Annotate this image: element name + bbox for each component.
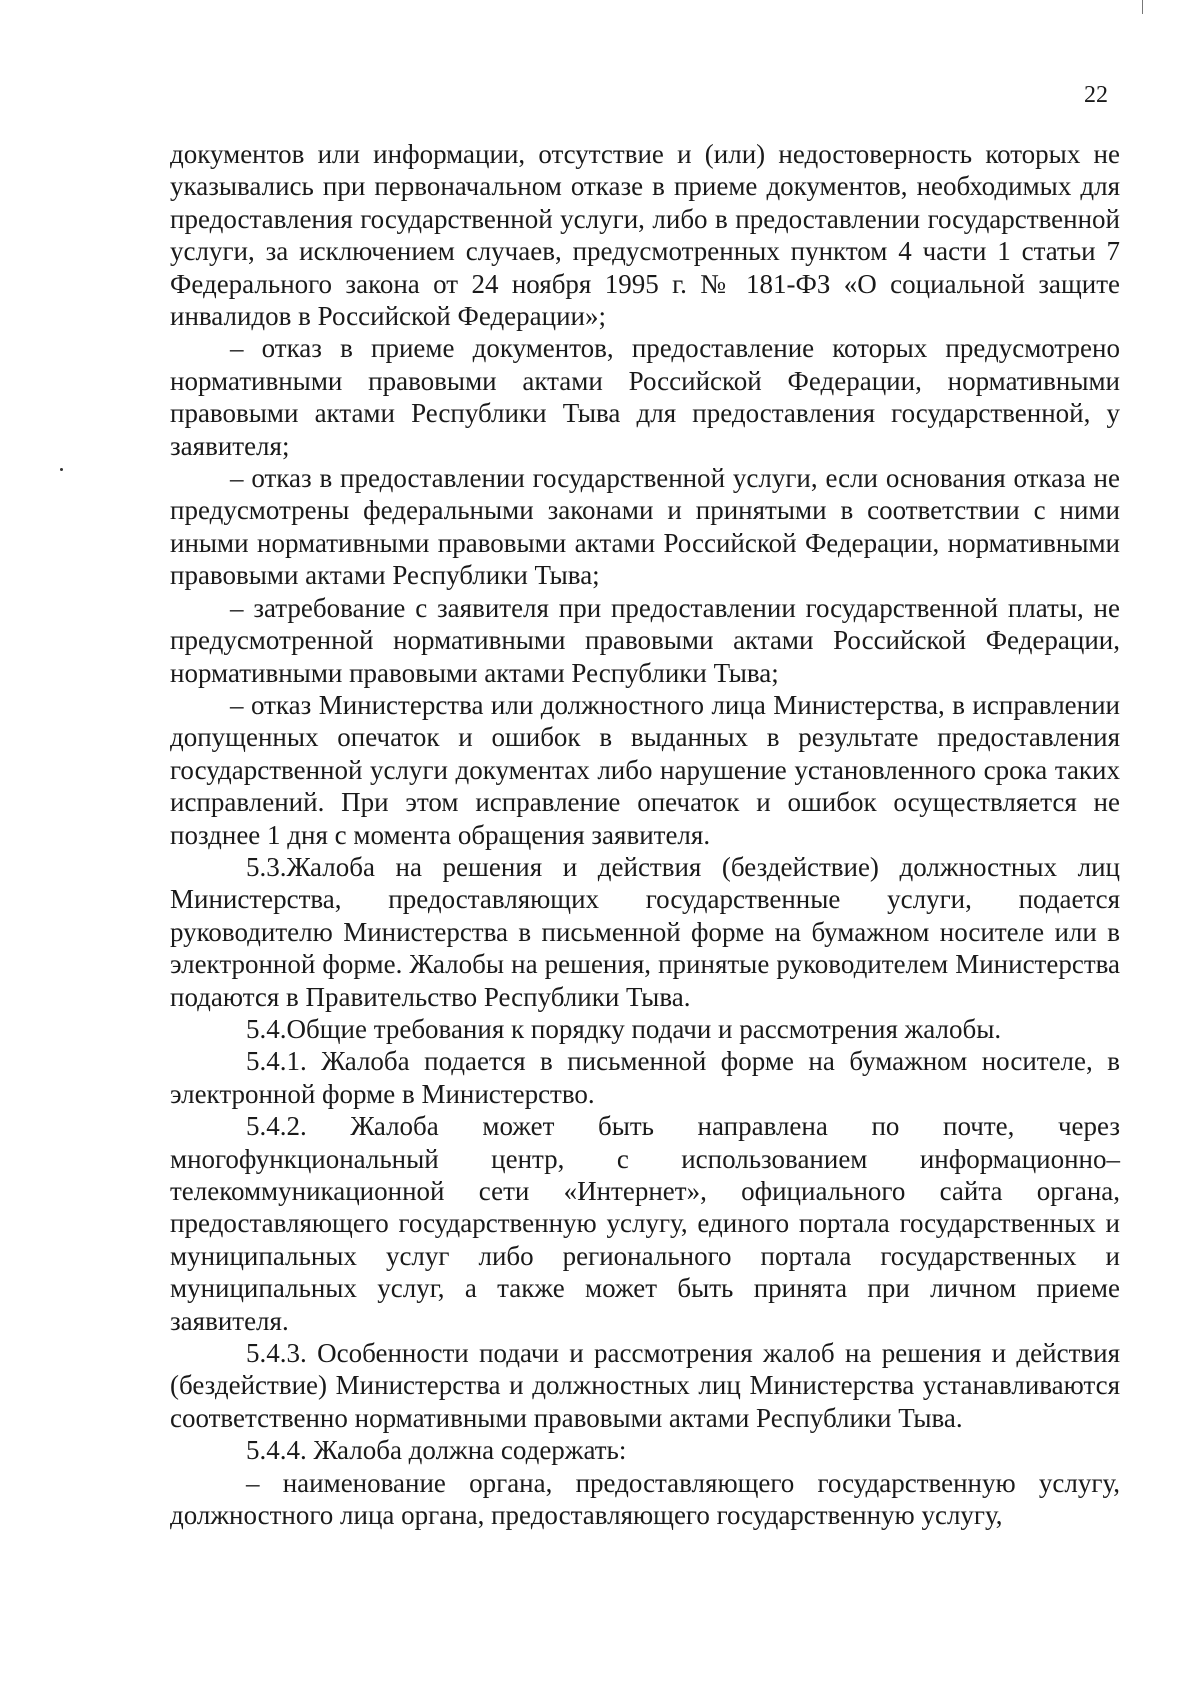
paragraph-5-4: 5.4.Общие требования к порядку подачи и рассмотрения жалобы. <box>246 1013 1002 1044</box>
paragraph-5-4-2: 5.4.2. Жалоба может быть направлена по почте, через многофункциональный центр, с использованием информационно–телекоммуникационной сети «Интернет», официального сайта органа, предоставляющего государственную услугу, единого портала государственных и муниципальных услуг либо регионального портала государственных и муниципальных услуг, а также может быть принята при личном приеме заявителя. <box>170 1111 1120 1336</box>
page-number: 22 <box>1084 82 1108 108</box>
paragraph-fee-demand: – затребование с заявителя при предоставлении государственной платы, не предусмотренной нормативными правовыми актами Российской Федерации, нормативными правовыми актами Республики Тыва; <box>170 592 1120 688</box>
paragraph-continuation: документов или информации, отсутствие и (или) недостоверность которых не указывались при первоначальном отказе в приеме документов, необходимых для предоставления государственной услуги, либо в предоставлении государственной услуги, за исключением случаев, предусмотренных пунктом 4 части 1 статьи 7 Федерального закона от 24 ноября 1995 г. № 181-ФЗ «О социальной защите инвалидов в Российской Федерации»; <box>170 139 1120 332</box>
paragraph-refusal-documents: – отказ в приеме документов, предоставление которых предусмотрено нормативными правовыми актами Российской Федерации, нормативными правовыми актами Республики Тыва для предоставления государственной, у заявителя; <box>170 333 1120 461</box>
paragraph-refusal-service: – отказ в предоставлении государственной услуги, если основания отказа не предусмотрены федеральными законами и принятыми в соответствии с ними иными нормативными правовыми актами Российской Федерации, нормативными правовыми актами Республики Тыва; <box>170 463 1120 591</box>
paragraph-complaint-contents: – наименование органа, предоставляющего государственную услугу, должностного лица органа, предоставляющего государственную услугу, <box>170 1467 1120 1531</box>
scan-edge-mark <box>1142 0 1143 14</box>
document-body <box>170 138 1120 1531</box>
paragraph-5-4-4: 5.4.4. Жалоба должна содержать: <box>246 1435 627 1466</box>
paragraph-correction-refusal: – отказ Министерства или должностного лица Министерства, в исправлении допущенных опечаток и ошибок в выданных в результате предоставления государственной услуги документах либо нарушение установленного срока таких исправлений. При этом исправление опечаток и ошибок осуществляется не позднее 1 дня с момента обращения заявителя. <box>170 689 1120 850</box>
paragraph-5-4-1: 5.4.1. Жалоба подается в письменной форме на бумажном носителе, в электронной форме в Министерство. <box>170 1046 1120 1109</box>
scan-artifact-dot <box>60 468 63 471</box>
paragraph-5-3: 5.3.Жалоба на решения и действия (бездействие) должностных лиц Министерства, предоставляющих государственные услуги, подается руководителю Министерства в письменной форме на бумажном носителе или в электронной форме. Жалобы на решения, принятые руководителем Министерства подаются в Правительство Республики Тыва. <box>170 851 1120 1012</box>
paragraph-5-4-3: 5.4.3. Особенности подачи и рассмотрения жалоб на решения и действия (бездействие) Министерства и должностных лиц Министерства устанавливаются соответственно нормативными правовыми актами Республики Тыва. <box>170 1338 1120 1433</box>
